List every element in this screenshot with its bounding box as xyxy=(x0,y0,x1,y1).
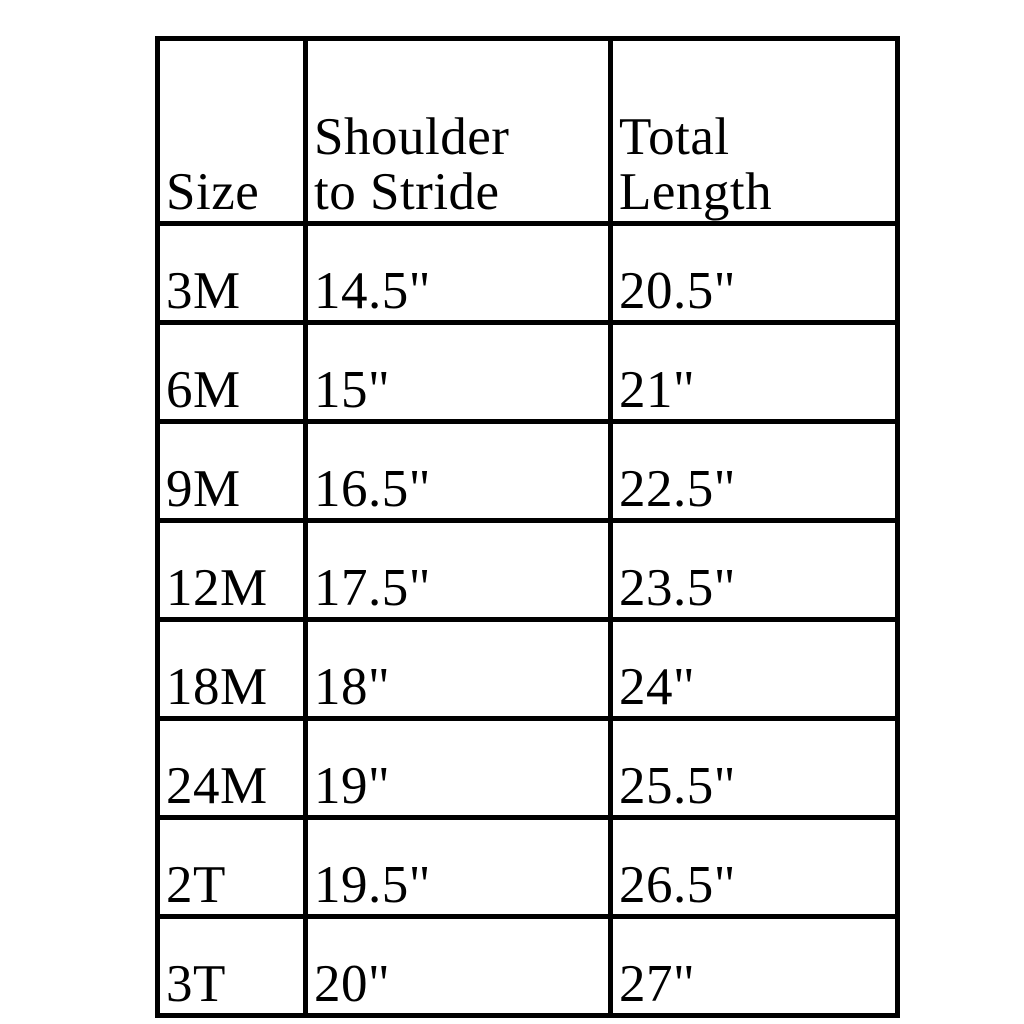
cell-size: 6M xyxy=(158,323,306,422)
cell-size: 18M xyxy=(158,620,306,719)
table-row xyxy=(158,521,898,620)
cell-total-length: 24" xyxy=(611,620,898,719)
cell-size: 12M xyxy=(158,521,306,620)
cell-shoulder-to-stride: 15" xyxy=(306,323,611,422)
column-header-total-length xyxy=(611,39,898,224)
column-header-size xyxy=(158,39,306,224)
column-header-total-length-line1: Total xyxy=(619,107,730,166)
cell-total-length: 23.5" xyxy=(611,521,898,620)
cell-shoulder-to-stride: 19" xyxy=(306,719,611,818)
cell-shoulder-to-stride: 19.5" xyxy=(306,818,611,917)
column-header-size-line2: Size xyxy=(166,163,260,222)
table-row xyxy=(158,620,898,719)
cell-size: 24M xyxy=(158,719,306,818)
table-header-row xyxy=(158,39,898,224)
cell-total-length: 27" xyxy=(611,917,898,1016)
cell-shoulder-to-stride: 16.5" xyxy=(306,422,611,521)
cell-size: 9M xyxy=(158,422,306,521)
cell-shoulder-to-stride: 18" xyxy=(306,620,611,719)
size-chart-table xyxy=(155,36,900,1018)
column-header-total-length-line2: Length xyxy=(619,163,773,222)
table-row xyxy=(158,422,898,521)
table-body xyxy=(158,224,898,1016)
cell-size: 3T xyxy=(158,917,306,1016)
cell-size: 2T xyxy=(158,818,306,917)
column-header-shoulder-to-stride xyxy=(306,39,611,224)
cell-shoulder-to-stride: 14.5" xyxy=(306,224,611,323)
size-chart-container xyxy=(155,36,895,1014)
cell-total-length: 26.5" xyxy=(611,818,898,917)
column-header-shoulder-to-stride-line2: to Stride xyxy=(314,163,500,222)
column-header-shoulder-to-stride-line1: Shoulder xyxy=(314,107,510,166)
cell-total-length: 25.5" xyxy=(611,719,898,818)
cell-shoulder-to-stride: 20" xyxy=(306,917,611,1016)
table-row xyxy=(158,323,898,422)
table-row xyxy=(158,224,898,323)
cell-total-length: 21" xyxy=(611,323,898,422)
cell-shoulder-to-stride: 17.5" xyxy=(306,521,611,620)
table-header xyxy=(158,39,898,224)
cell-total-length: 22.5" xyxy=(611,422,898,521)
cell-total-length: 20.5" xyxy=(611,224,898,323)
table-row xyxy=(158,818,898,917)
table-row xyxy=(158,917,898,1016)
cell-size: 3M xyxy=(158,224,306,323)
table-row xyxy=(158,719,898,818)
